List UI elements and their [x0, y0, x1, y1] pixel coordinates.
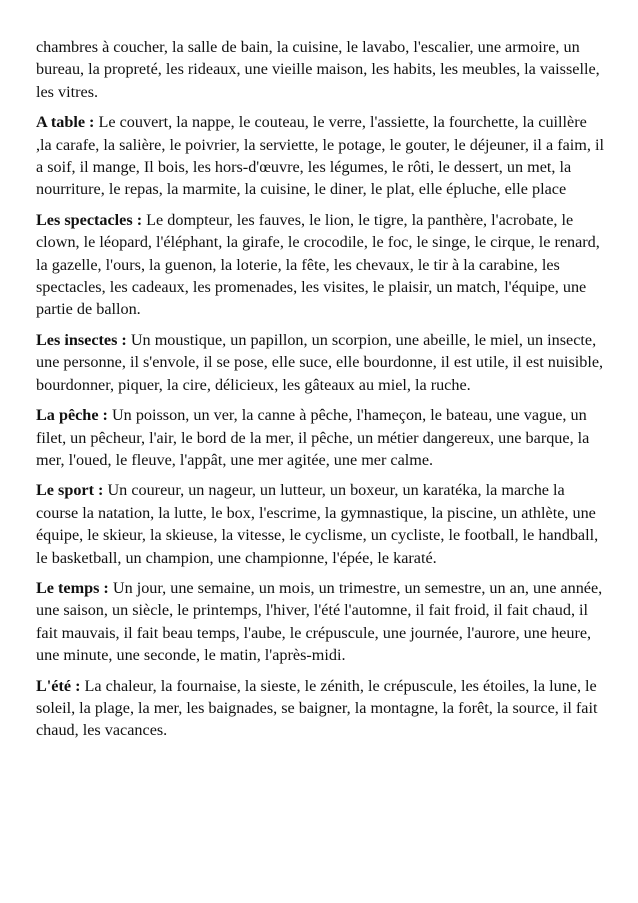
document-body — [36, 36, 604, 750]
section-heading: Les insectes : — [36, 330, 131, 349]
section-heading: L'été : — [36, 676, 85, 695]
paragraph-text: La chaleur, la fournaise, la sieste, le zénith, le crépuscule, les étoiles, la lune, le soleil, la plage, la mer, les baignades, se baigner, la montagne, la forêt, la source, il fait chaud, les vacances. — [36, 676, 598, 740]
paragraph-text: Un jour, une semaine, un mois, un trimestre, un semestre, un an, une année, une saison, un siècle, le printemps, l'hiver, l'été l'automne, il fait froid, il fait chaud, il fait mauvais, il fait beau temps, l'aube, le crépuscule, une journée, l'aurore, une heure, une minute, une seconde, le matin, l'après-midi. — [36, 578, 603, 665]
section-heading: Le sport : — [36, 481, 108, 500]
paragraph-text: Un coureur, un nageur, un lutteur, un boxeur, un karatéka, la marche la course la natation, la lutte, le box, l'escrime, la gymnastique, la piscine, un athlète, une équipe, le skieur, la skieuse, la vitesse, le cyclisme, un cycliste, le football, le handball, le basketball, un champion, une championne, l'épée, le karaté. — [36, 481, 599, 567]
section-heading: Les spectacles : — [36, 210, 147, 229]
paragraph-peche — [36, 404, 604, 471]
paragraph-insectes — [36, 329, 604, 396]
paragraph-text: Un moustique, un papillon, un scorpion, une abeille, le miel, un insecte, une personne, il s'envole, il se pose, elle suce, elle bourdonne, il est utile, il est nuisible, bourdonner, piquer, la cire, délicieux, les gâteaux au miel, la ruche. — [36, 330, 604, 394]
section-heading: A table : — [36, 113, 99, 132]
paragraph-temps — [36, 577, 604, 667]
paragraph-text: Le dompteur, les fauves, le lion, le tigre, la panthère, l'acrobate, le clown, le léopard, l'éléphant, la girafe, le crocodile, le foc, le singe, le cirque, le renard, la gazelle, l'ours, la guenon, la loterie, la fête, les chevaux, le tir à la carabine, les spectacles, les cadeaux, les promenades, les visites, le plaisir, un match, l'équipe, une partie de ballon. — [36, 210, 600, 319]
paragraph-text: Le couvert, la nappe, le couteau, le verre, l'assiette, la fourchette, la cuillère ,la carafe, la salière, le poivrier, la serviette, le potage, le gouter, le déjeuner, il a faim, il a soif, il mange, Il bois, les hors-d'œuvre, les légumes, le rôti, le dessert, un met, la nourriture, le repas, la marmite, la cuisine, le diner, le plat, elle épluche, elle place — [36, 113, 604, 199]
paragraph-text: chambres à coucher, la salle de bain, la cuisine, le lavabo, l'escalier, une armoire, un bureau, la propreté, les rideaux, une vieille maison, les habits, les meubles, la vaisselle, les vitres. — [36, 38, 600, 101]
section-heading: Le temps : — [36, 578, 113, 597]
paragraph-spectacles — [36, 209, 604, 321]
paragraph-text: Un poisson, un ver, la canne à pêche, l'hameçon, le bateau, une vague, un filet, un pêcheur, l'air, le bord de la mer, il pêche, un métier dangereux, une barque, la mer, l'oued, le fleuve, l'appât, une mer agitée, une mer calme. — [36, 406, 590, 469]
section-heading: La pêche : — [36, 406, 112, 425]
paragraph-ete — [36, 675, 604, 742]
paragraph-maison — [36, 36, 604, 103]
paragraph-sport — [36, 479, 604, 569]
paragraph-a-table — [36, 111, 604, 201]
